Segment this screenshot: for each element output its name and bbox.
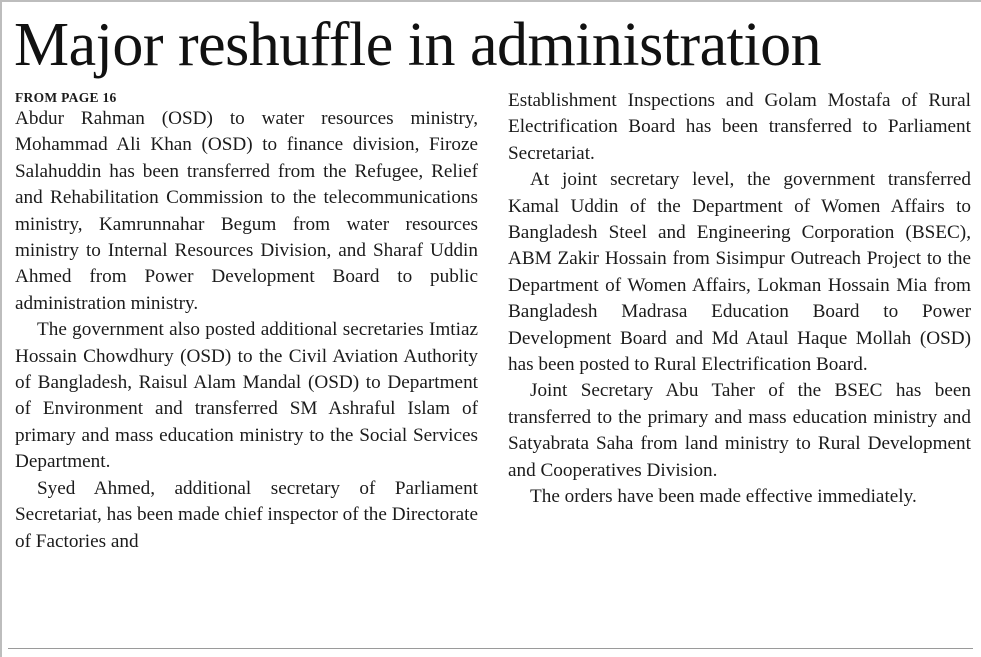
paragraph: At joint secretary level, the government transferred Kamal Uddin of the Department of Women Affairs to Bangladesh Steel and Engineering Corporation (BSEC), ABM Zakir Hossain from Sisimpur Outreach Project to the Department of Women Affairs, Lokman Hossain Mia from Bangladesh Madrasa Education Board to Power Development Board and Md Ataul Haque Mollah (OSD) has been posted to Rural Electrification Board. [508,169,971,376]
paragraph: Joint Secretary Abu Taher of the BSEC has been transferred to the primary and mass education ministry and Satyabrata Saha from land ministry to Rural Development and Cooperatives Division. [508,380,971,481]
clipping-border-bottom [8,648,973,649]
clipping-border-top [0,0,981,2]
paragraph: The orders have been made effective immediately. [530,486,917,508]
right-column [508,88,971,511]
paragraph: Establishment Inspections and Golam Mostafa of Rural Electrification Board has been transferred to Parliament Secretariat. [508,90,971,164]
paragraph: Abdur Rahman (OSD) to water resources ministry, Mohammad Ali Khan (OSD) to finance division, Firoze Salahuddin has been transferred from the Refugee, Relief and Rehabilitation Commission to the telecommunications ministry, Kamrunnahar Begum from water resources ministry to Internal Resources Division, and Sharaf Uddin Ahmed from Power Development Board to public administration ministry. [15,108,478,314]
left-column [15,88,478,555]
paragraph: Syed Ahmed, additional secretary of Parliament Secretariat, has been made chief inspector of the Directorate of Factories and [15,477,478,552]
continued-from-label: FROM PAGE 16 [15,90,117,105]
clipping-border-left [0,0,2,657]
paragraph: The government also posted additional secretaries Imtiaz Hossain Chowdhury (OSD) to the Civil Aviation Authority of Bangladesh, Raisul Alam Mandal (OSD) to Department of Environment and transferred SM Ashraful Islam of primary and mass education ministry to the Social Services Department. [15,319,478,473]
headline: Major reshuffle in administration [14,11,822,79]
